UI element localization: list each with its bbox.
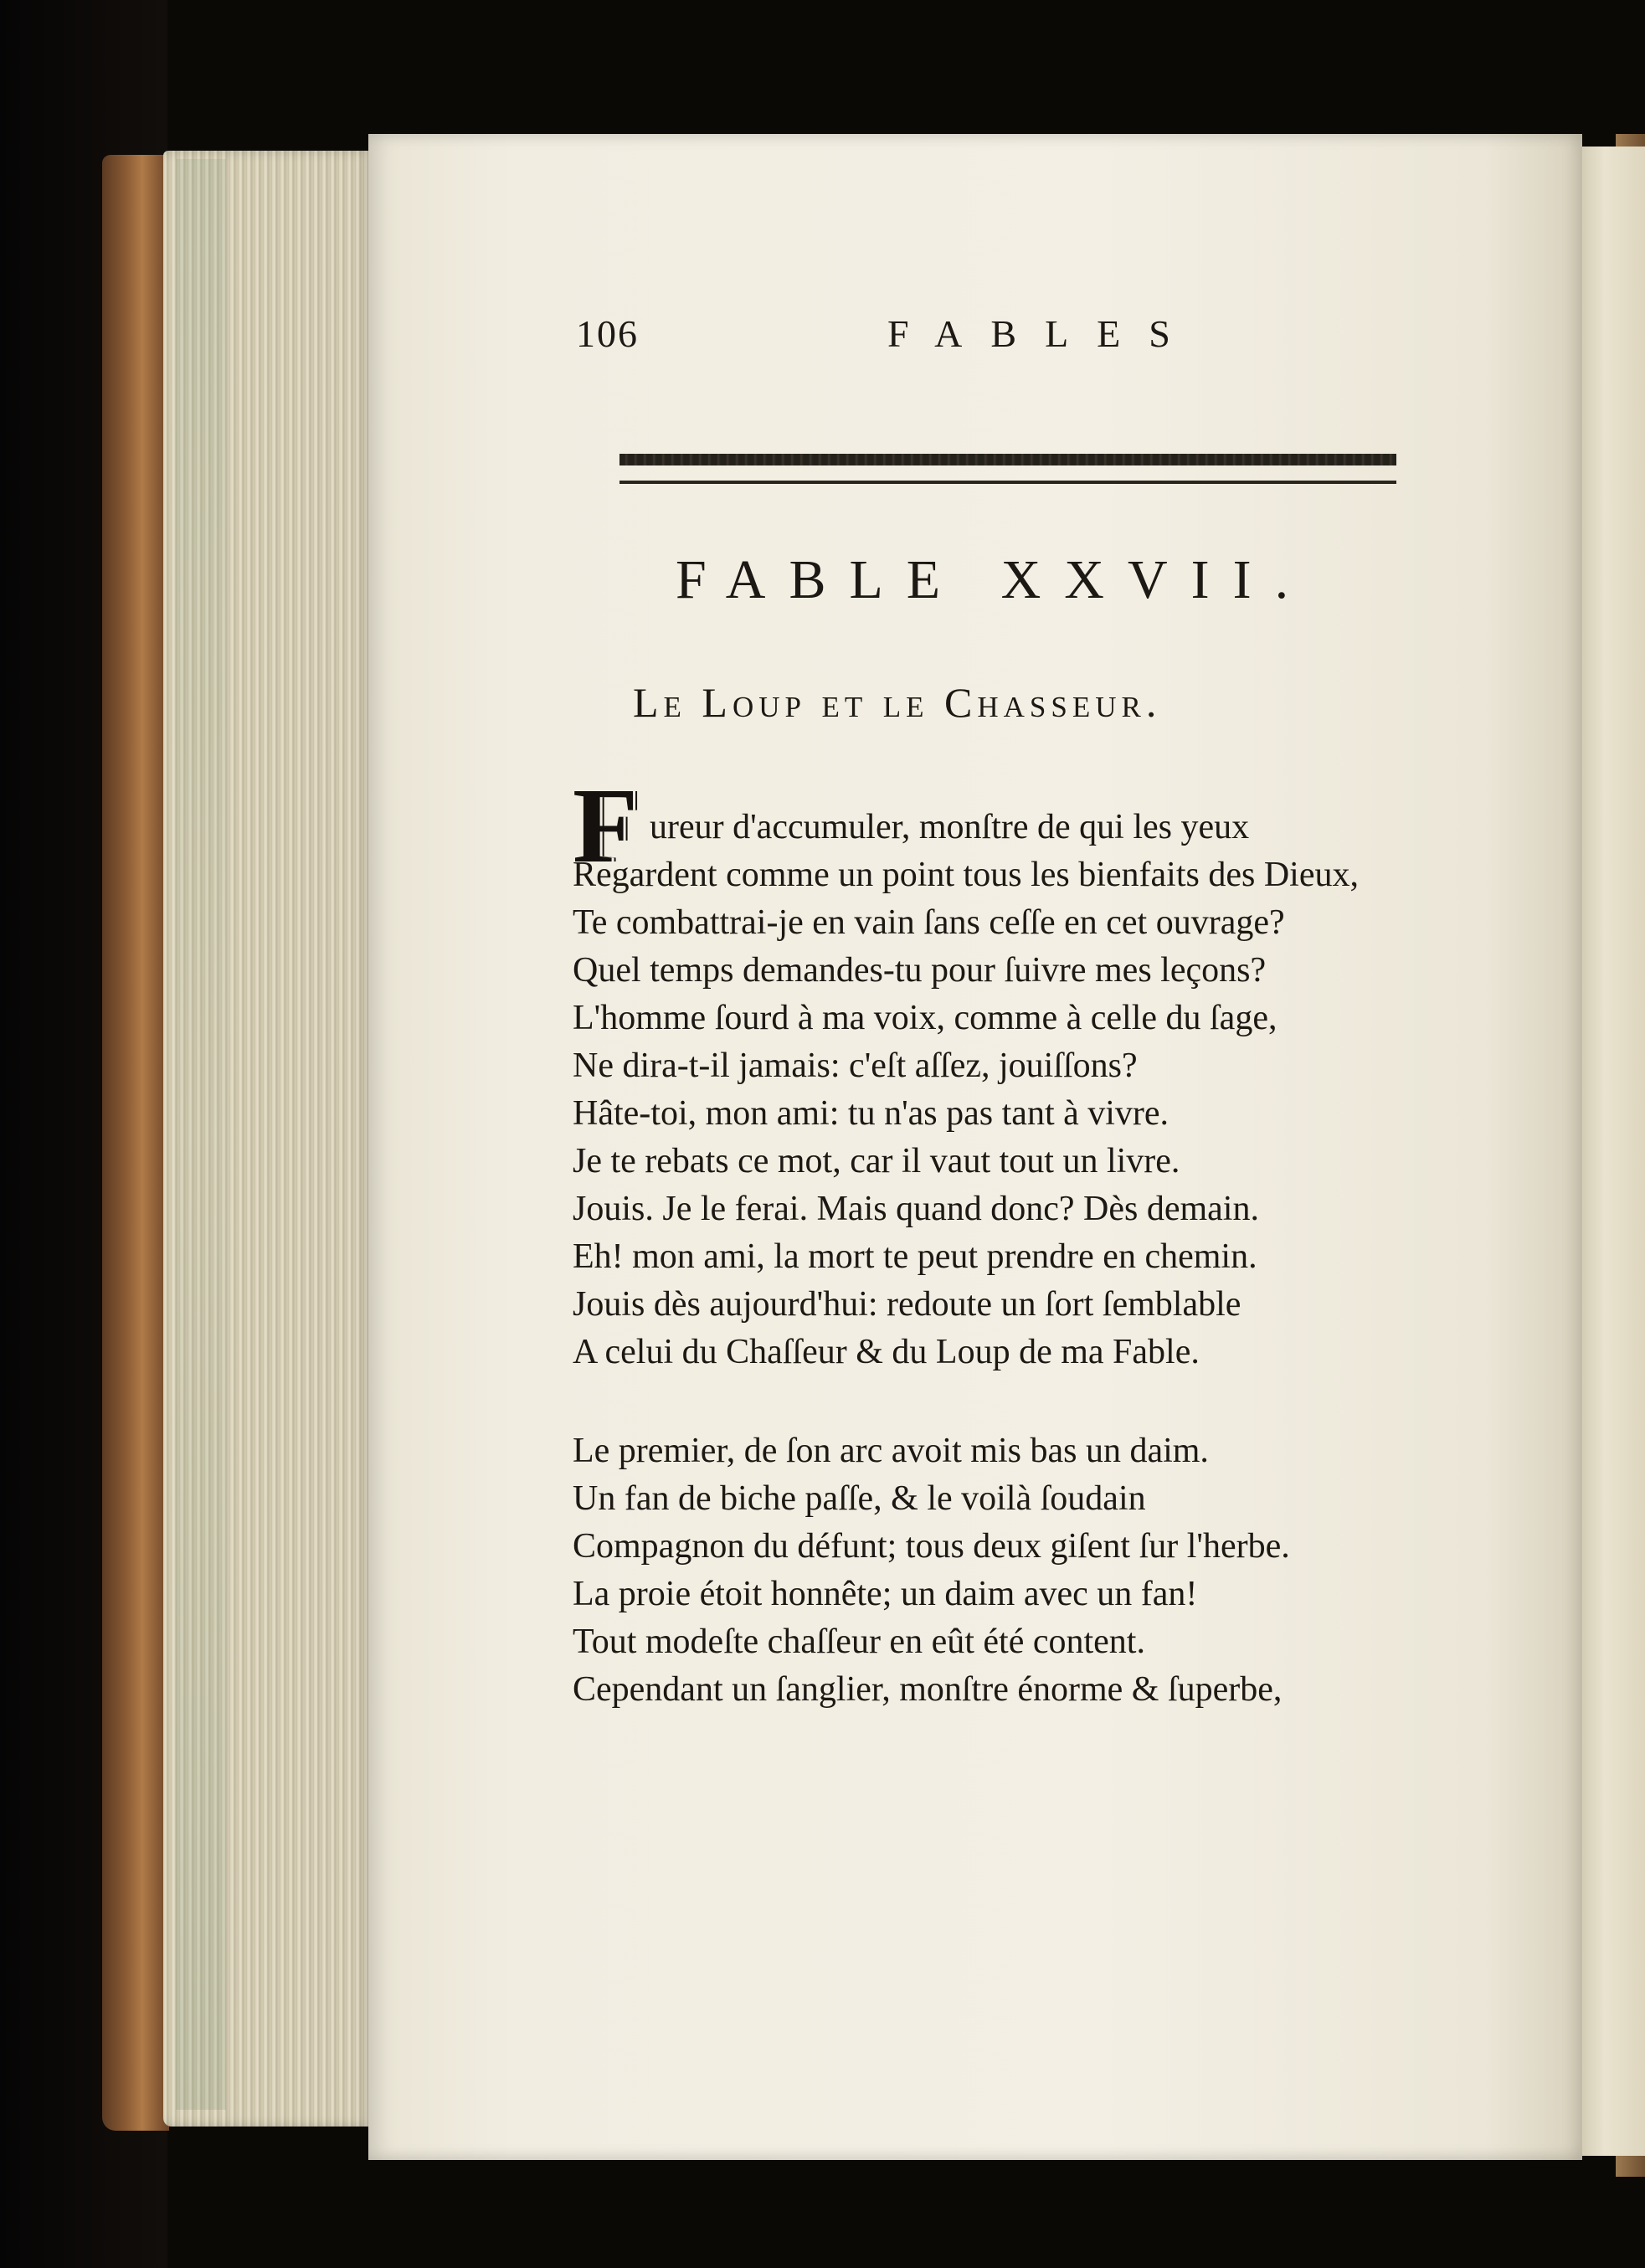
- verse-line: Je te rebats ce mot, car il vaut tout un livre.: [573, 1142, 1180, 1180]
- verse-line: Te combattrai-je en vain ſans ceſſe en cet ouvrage?: [573, 903, 1285, 942]
- verse-line: Jouis dès aujourd'hui: redoute un ſort ſemblable: [573, 1285, 1241, 1324]
- verse-line: Le premier, de ſon arc avoit mis bas un daim.: [573, 1432, 1209, 1470]
- facing-page-edge: [1574, 147, 1645, 2156]
- verse-line: Quel temps demandes-tu pour ſuivre mes leçons?: [573, 951, 1267, 990]
- fable-title: FABLE XXVII.: [676, 549, 1313, 610]
- verse-line: Regardent comme un point tous les bienfaits des Dieux,: [573, 856, 1359, 894]
- verse-line: A celui du Chaſſeur & du Loup de ma Fable.: [573, 1333, 1200, 1371]
- running-title: FABLES: [887, 312, 1199, 355]
- verse-line: La proie étoit honnête; un daim avec un fan!: [573, 1575, 1198, 1613]
- verse-line: Hâte-toi, mon ami: tu n'as pas tant à vivre.: [573, 1094, 1169, 1133]
- fable-subtitle: Le Loup et le Chasseur.: [633, 679, 1162, 726]
- ornamental-rule-thick: [619, 454, 1396, 465]
- verse-line: ureur d'accumuler, monſtre de qui les yeux: [650, 808, 1250, 846]
- drop-cap: F: [573, 766, 639, 885]
- stanza-1: [573, 804, 1460, 1376]
- book-cover-edge: [102, 155, 169, 2131]
- verse-line: Ne dira-t-il jamais: c'eſt aſſez, jouiſſons?: [573, 1047, 1138, 1085]
- ornamental-rule-thin: [619, 481, 1396, 484]
- verse-line: L'homme ſourd à ma voix, comme à celle du ſage,: [573, 999, 1277, 1037]
- verse-line: Eh! mon ami, la mort te peut prendre en chemin.: [573, 1237, 1257, 1276]
- verse-line: Un fan de biche paſſe, & le voilà ſoudain: [573, 1479, 1146, 1518]
- page-number: 106: [576, 312, 639, 355]
- page-edge-tint: [176, 159, 226, 2110]
- verse-line: Tout modeſte chaſſeur en eût été content.: [573, 1623, 1145, 1661]
- verse-line: Cependant un ſanglier, monſtre énorme & ſuperbe,: [573, 1670, 1283, 1709]
- stanza-2: [573, 1427, 1460, 1714]
- verse-line: Compagnon du défunt; tous deux giſent ſur l'herbe.: [573, 1527, 1290, 1566]
- verse-line: Jouis. Je le ferai. Mais quand donc? Dès demain.: [573, 1190, 1259, 1228]
